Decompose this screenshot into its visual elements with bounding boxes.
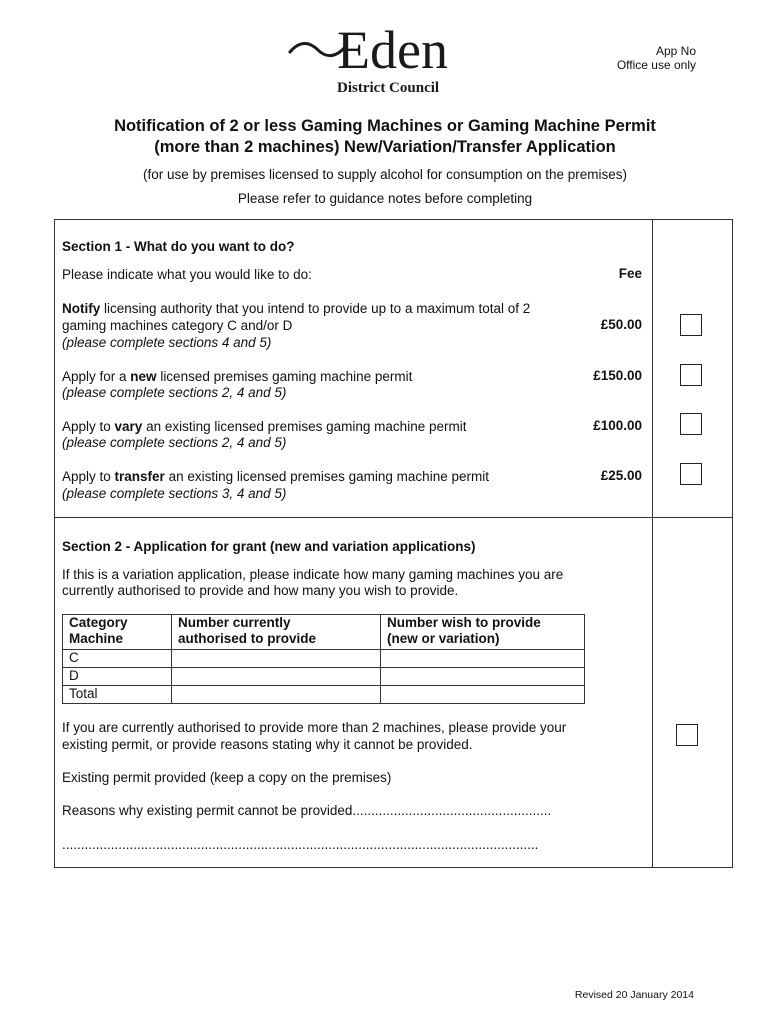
form-subtitle: (for use by premises licensed to supply alcohol for consumption on the premises) [143, 167, 627, 182]
transfer-permit-checkbox[interactable] [680, 463, 702, 485]
notify-checkbox[interactable] [680, 314, 702, 336]
fee-column-label: Fee [618, 266, 642, 281]
option-new-line1 [62, 368, 412, 385]
option-vary-text: an existing licensed premises gaming machine permit [142, 419, 467, 434]
existing-permit-checkbox[interactable] [676, 724, 698, 746]
option-notify-fee: £50.00 [600, 317, 642, 332]
more-than-2-line1: If you are currently authorised to provide more than 2 machines, please provide your [62, 720, 567, 735]
option-vary-prefix: Apply to [62, 419, 115, 434]
option-vary-fee: £100.00 [593, 418, 642, 433]
table-row [63, 650, 585, 668]
option-notify-line1 [62, 300, 530, 317]
section2-intro-line1: If this is a variation application, please indicate how many gaming machines you are [62, 567, 564, 582]
input-current-total[interactable] [172, 686, 381, 704]
vary-permit-checkbox[interactable] [680, 413, 702, 435]
section2-intro-line2: currently authorised to provide and how many you wish to provide. [62, 583, 459, 598]
option-vary-line1 [62, 418, 466, 435]
logo-name: Eden [337, 20, 448, 80]
option-new-keyword: new [130, 369, 157, 384]
header-category: Category Machine [63, 615, 172, 650]
form-title-line1: Notification of 2 or less Gaming Machines or Gaming Machine Permit [114, 117, 656, 135]
section2-heading: Section 2 - Application for grant (new and variation applications) [62, 539, 476, 554]
input-wish-c[interactable] [381, 650, 585, 668]
existing-permit-provided: Existing permit provided (keep a copy on the premises) [62, 770, 392, 785]
table-row [63, 668, 585, 686]
input-current-d[interactable] [172, 668, 381, 686]
row-category-d: D [63, 668, 172, 686]
option-transfer-fee: £25.00 [600, 468, 642, 483]
input-wish-d[interactable] [381, 668, 585, 686]
table-row [63, 686, 585, 704]
header-number-current: Number currently authorised to provide [172, 615, 381, 650]
form-title-line2: (more than 2 machines) New/Variation/Transfer Application [154, 138, 616, 156]
option-transfer-prefix: Apply to [62, 469, 115, 484]
option-notify-note: (please complete sections 4 and 5) [62, 335, 272, 350]
option-new-text: licensed premises gaming machine permit [156, 369, 413, 384]
row-category-total: Total [63, 686, 172, 704]
option-transfer-line1 [62, 468, 489, 485]
office-use-box [617, 44, 696, 72]
option-vary-keyword: vary [114, 419, 143, 434]
option-transfer-text: an existing licensed premises gaming machine permit [164, 469, 489, 484]
row-category-c: C [63, 650, 172, 668]
more-than-2-line2: existing permit, or provide reasons stating why it cannot be provided. [62, 737, 473, 752]
guidance-note: Please refer to guidance notes before completing [237, 191, 533, 206]
option-notify-text: licensing authority that you intend to provide up to a maximum total of 2 [100, 301, 531, 316]
option-new-prefix: Apply for a [62, 369, 131, 384]
machines-table [62, 614, 585, 704]
option-vary-note: (please complete sections 2, 4 and 5) [62, 435, 287, 450]
revised-date: Revised 20 January 2014 [574, 989, 694, 1001]
section1-intro: Please indicate what you would like to do: [62, 267, 312, 282]
form-title [0, 116, 770, 158]
reasons-field[interactable]: Reasons why existing permit cannot be provided..................................................... [62, 803, 552, 818]
input-wish-total[interactable] [381, 686, 585, 704]
checkbox-column-divider [652, 219, 653, 868]
header-number-wish: Number wish to provide (new or variation) [381, 615, 585, 650]
section-divider [54, 517, 733, 518]
office-use-label: Office use only [616, 58, 696, 72]
option-transfer-keyword: transfer [114, 469, 165, 484]
option-notify-keyword: Notify [62, 301, 101, 316]
option-new-note: (please complete sections 2, 4 and 5) [62, 385, 287, 400]
option-notify-line2: gaming machines category C and/or D [62, 318, 293, 333]
new-permit-checkbox[interactable] [680, 364, 702, 386]
table-header-row [63, 615, 585, 650]
option-new-fee: £150.00 [593, 368, 642, 383]
input-current-c[interactable] [172, 650, 381, 668]
reasons-continuation-field[interactable]: ............................................................................................................................... [62, 837, 539, 852]
option-transfer-note: (please complete sections 3, 4 and 5) [62, 486, 287, 501]
app-no-label: App No [655, 44, 696, 58]
section1-heading: Section 1 - What do you want to do? [62, 239, 295, 254]
logo-subtitle: District Council [337, 80, 440, 96]
